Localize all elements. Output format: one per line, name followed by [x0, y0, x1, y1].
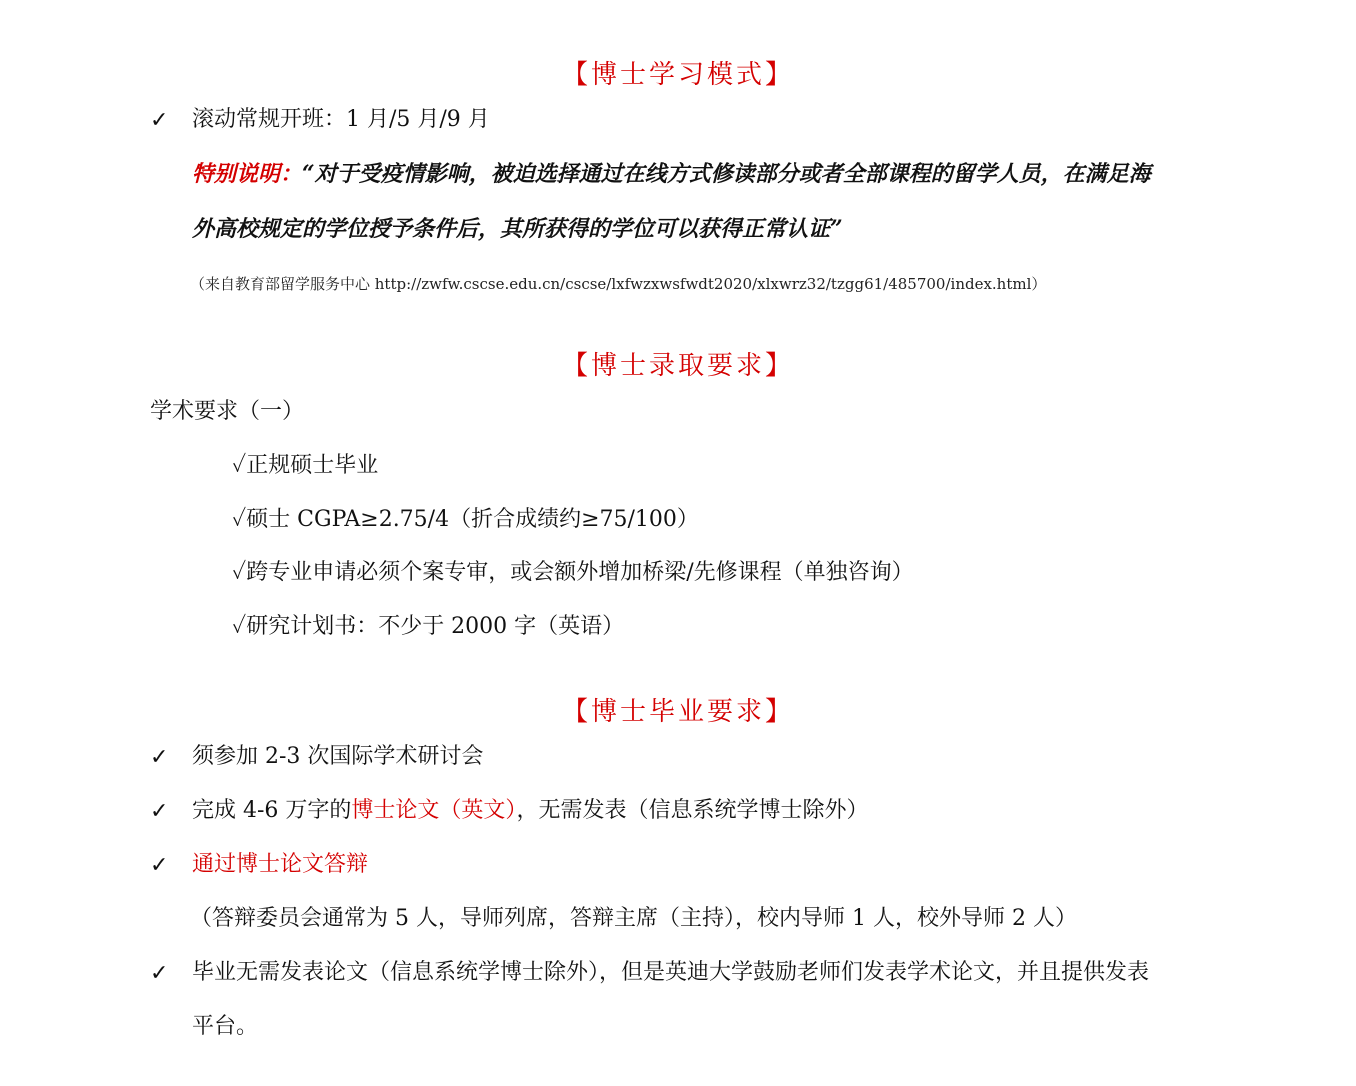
defense-committee-note: （答辩委员会通常为 5 人，导师列席，答辩主席（主持），校内导师 1 人，校外导师 2 人） — [190, 906, 1077, 931]
special-note-line1: “对于受疫情影响，被迫选择通过在线方式修读部分或者全部课程的留学人员，在满足海 — [302, 161, 1151, 187]
special-note-line2: 外高校规定的学位授予条件后，其所获得的学位可以获得正常认证” — [192, 216, 843, 242]
academic-requirements-subtitle: 学术要求（一） — [150, 399, 305, 424]
thesis-text-highlight: 博士论文（英文） — [351, 798, 517, 823]
section-title-study-mode: 【博士学习模式】 — [561, 60, 794, 90]
graduation-item-defense: 通过博士论文答辩 — [192, 852, 369, 877]
check-icon: ✓ — [150, 961, 169, 986]
check-icon: ✓ — [150, 745, 169, 770]
graduation-item-seminars: 须参加 2-3 次国际学术研讨会 — [192, 744, 484, 769]
thesis-text-post: ，无需发表（信息系统学博士除外） — [516, 798, 869, 823]
special-note — [192, 160, 1151, 189]
check-icon: ✓ — [150, 853, 169, 878]
section-title-admission: 【博士录取要求】 — [561, 351, 794, 381]
special-note-label: 特别说明： — [192, 161, 303, 187]
source-citation: （来自教育部留学服务中心 http://zwfw.cscse.edu.cn/cscse/lxfwzxwsfwdt2020/xlxwrz32/tzgg61/485700/index.html） — [190, 275, 1047, 293]
graduation-item-thesis — [192, 797, 868, 825]
admission-item-degree: ✓正规硕士毕业 — [232, 453, 379, 478]
graduation-item-publication-line2: 平台。 — [192, 1014, 259, 1039]
admission-item-cross-major: ✓跨专业申请必须个案专审，或会额外增加桥梁/先修课程（单独咨询） — [232, 560, 914, 585]
admission-item-cgpa: ✓硕士 CGPA≥2.75/4（折合成绩约≥75/100） — [232, 507, 699, 532]
admission-item-research-proposal: ✓研究计划书：不少于 2000 字（英语） — [232, 614, 625, 639]
graduation-item-publication-line1: 毕业无需发表论文（信息系统学博士除外），但是英迪大学鼓励老师们发表学术论文，并且提供发表 — [192, 960, 1150, 985]
intake-months: 滚动常规开班：1 月/5 月/9 月 — [192, 107, 490, 132]
section-title-graduation: 【博士毕业要求】 — [561, 697, 794, 727]
check-icon: ✓ — [150, 799, 169, 824]
check-icon: ✓ — [150, 108, 169, 133]
thesis-text-pre: 完成 4-6 万字的 — [192, 798, 352, 823]
